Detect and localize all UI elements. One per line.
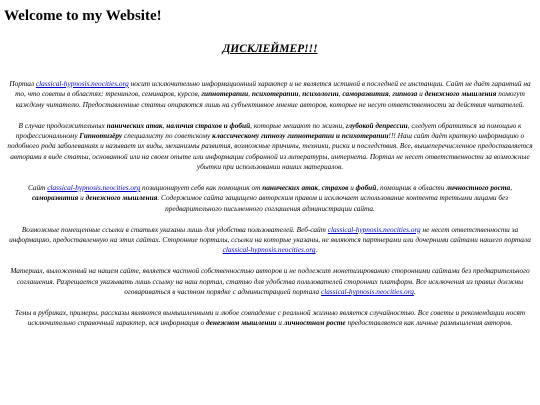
keyword: психологии — [302, 89, 339, 99]
keyword: классическому гипнозу гипнотерапии и психотерапии — [212, 131, 389, 141]
keyword: денежного мышления — [424, 89, 497, 99]
text: специалисту по советскому — [122, 131, 213, 141]
text: предоставляется как личные размышления авторов. — [345, 318, 513, 328]
site-link[interactable]: classical-hypnosis.neocities.org — [35, 79, 129, 88]
site-link[interactable]: classical-hypnosis.neocities.org — [320, 287, 414, 297]
keyword: Гипнотизёру — [79, 131, 123, 141]
text: позиционирует себя как помощник от — [140, 183, 263, 193]
page-title: Welcome to my Website! — [4, 8, 162, 24]
keyword: панических атак — [106, 120, 163, 130]
text: Портал — [9, 79, 36, 88]
paragraph-fiction — [4, 308, 536, 329]
site-link[interactable]: classical-hypnosis.neocities.org — [47, 183, 141, 193]
keyword: страхов — [321, 183, 349, 193]
keyword: саморазвития — [342, 89, 389, 99]
keyword: личностном росте — [283, 318, 346, 328]
keyword: денежном мышлении — [206, 318, 277, 328]
keyword: саморазвития — [32, 193, 79, 203]
text: . — [413, 287, 416, 297]
text: носит исключительно информационный характер и не является истиной в последней ее инстанции. Сайт не даёт гарантий на то, что советы в областях: тренингов, семинаров, курсов, — [15, 79, 531, 99]
text: , — [318, 183, 322, 193]
text: . — [315, 245, 318, 255]
paragraph-site-purpose — [4, 183, 536, 214]
text: , следует обратиться за помощью к профессиональному — [15, 120, 522, 141]
site-link[interactable]: classical-hypnosis.neocities.org — [222, 245, 316, 255]
text: и — [78, 193, 86, 203]
text: , которые мешают по жизни, — [250, 120, 346, 130]
text: и — [417, 89, 425, 99]
keyword: наличия страхов и фобий — [166, 120, 251, 130]
keyword: личностного роста — [446, 183, 511, 193]
text: Сайт — [27, 183, 48, 193]
keyword: фобий — [355, 183, 377, 193]
text: помогут каждому читателю. Предоставленные статьи опираются лишь на субъективное мнение авторов, которые не несут ответственности за действия читателей. — [15, 89, 525, 109]
text: Темы в рубриках, примеры, рассказы являются вымышленными и любое совпадение с реальной жизнью является случайностью. Все советы и рекомендации носят исключительно справочный характер, вся информация о — [14, 307, 526, 328]
paragraph-links — [4, 225, 536, 256]
paragraph-copyright — [4, 266, 536, 297]
text: , — [388, 89, 393, 99]
site-link[interactable]: classical-hypnosis.neocities.org — [327, 224, 421, 234]
keyword: панических атак — [262, 183, 319, 193]
text: Материал, выложенный на нашем сайте, является частной собственностью авторов и не подлежит монетизированию сторонними сайтами без предварительного соглашения. Разрешается указывать лишь ссылку на наш портал, статью для удобства пользователей сторонних платформ. Все исключения из правил должны оговариваться в частном порядке с администрацией портала — [10, 266, 530, 297]
keyword: гипнотерапии — [201, 89, 249, 99]
keyword: денежного мышления — [85, 193, 158, 203]
text: , помощник в области — [376, 183, 447, 193]
text: . Содержимое сайта защищено авторским правом и исключает использование контента третьими лицами без предварительного письменного соглашения администрации сайта. — [157, 193, 508, 213]
keyword: психотерапии — [251, 89, 299, 99]
paragraph-intro — [4, 79, 536, 110]
text: , — [338, 89, 343, 99]
text: , — [298, 89, 303, 99]
paragraph-panic — [4, 121, 536, 173]
keyword: гипноза — [392, 89, 418, 99]
text: и — [348, 183, 356, 193]
text: В случае продолжительных — [18, 120, 107, 130]
keyword: глубокой депрессии — [345, 120, 408, 130]
text: не несет ответственности за информацию, предоставленную на этих сайтах. Сторонние порталы, ссылки на которые указаны, не являются партнерами или дочерними сайтами нашего портала — [9, 224, 531, 245]
text: , — [510, 183, 513, 193]
disclaimer-title: ДИСКЛЕЙМЕР!!! — [222, 43, 318, 55]
text: , — [162, 120, 167, 130]
text: и — [276, 318, 284, 328]
text: !!! Наш сайт даёт краткую информацию о подобного рода заболеваниях и называет их виды, механизмы развития, возможные причины, техники, риски и последствия. Все, вышеперечисленное предоставляется авторами в виде статьи, основанной или на своем опыте или информации собранной из литературы, интернета. Портал не несет ответственности за возможные убытки при использовании наших материалов. — [7, 131, 533, 172]
text: Возможные помещенные ссылки в статьях указаны лишь для удобства пользователей. Веб-сайт — [21, 224, 328, 234]
text: , — [248, 89, 252, 99]
